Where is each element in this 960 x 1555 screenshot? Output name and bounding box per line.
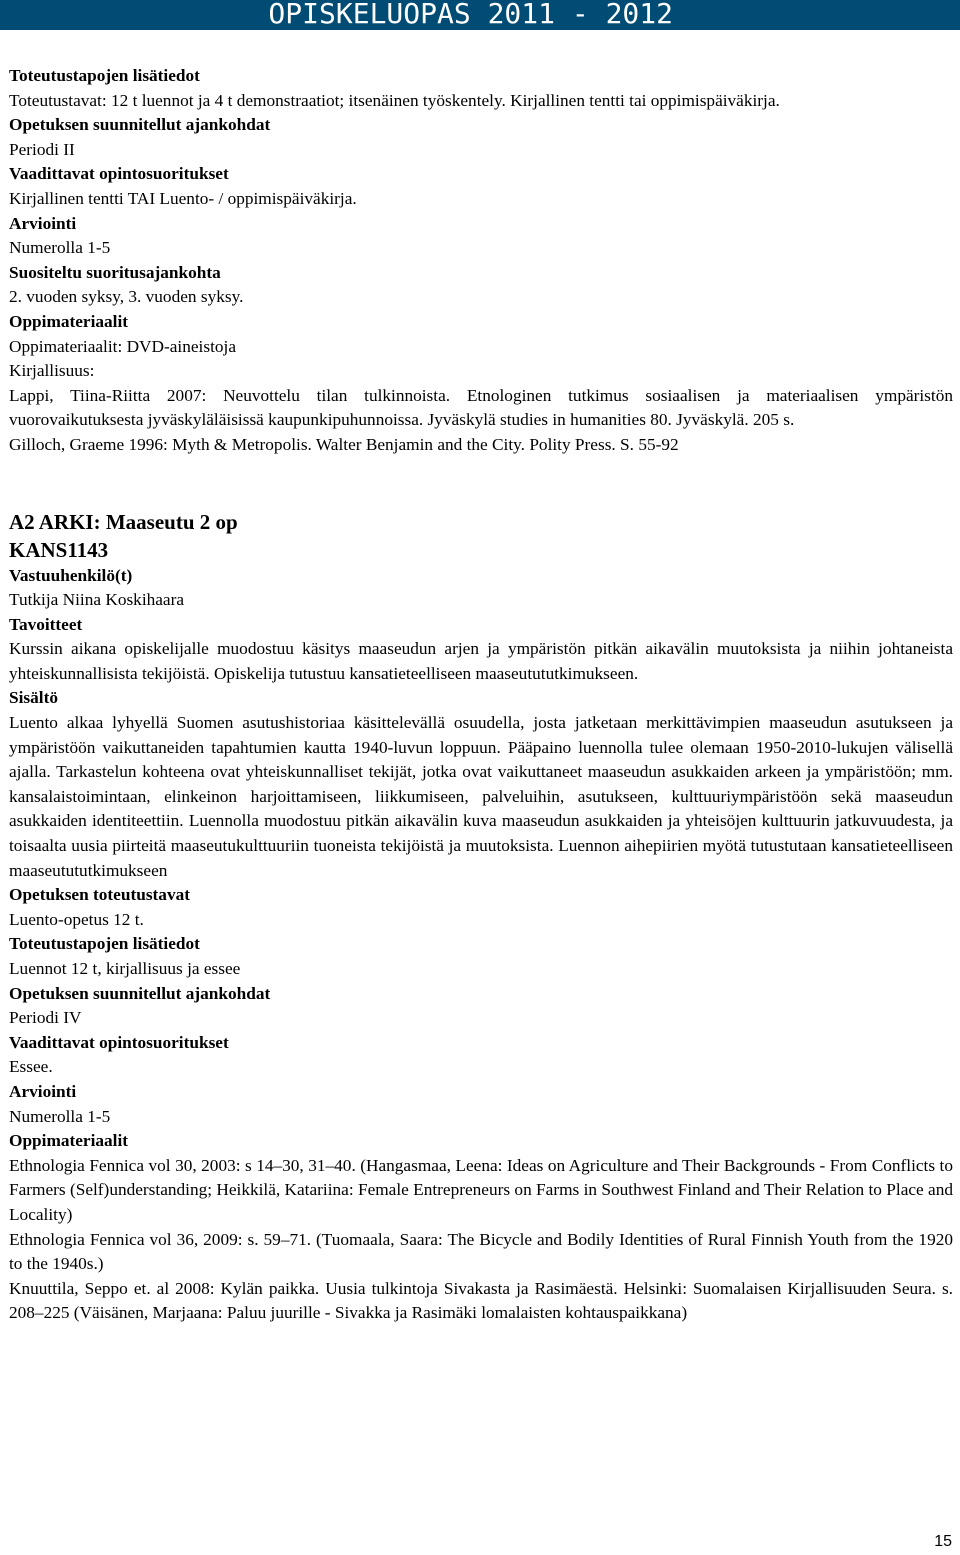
heading-oppimateriaalit: Oppimateriaalit <box>9 311 129 331</box>
text-materiaalit-gilloch: Gilloch, Graeme 1996: Myth & Metropolis. Walter Benjamin and the City. Polity Press. S. 55-92 <box>9 434 679 454</box>
heading-vaaditut: Vaadittavat opintosuoritukset <box>9 164 229 184</box>
heading-course-oppimateriaalit: Oppimateriaalit <box>9 1131 129 1151</box>
heading-toteutustapojen-lisatiedot: Toteutustapojen lisätiedot <box>9 66 200 85</box>
text-materiaalit-lappi: Lappi, Tiina-Riitta 2007: Neuvottelu tilan tulkinnoista. Etnologinen tutkimus sosiaalisen ja materiaalisen ympäristön vuorovaikutuksesta jyväskyläläisissä kaupunkipuhunnoissa. Jyväskylä studies in humanities 80. Jyväskylä. 205 s. <box>9 385 953 430</box>
text-course-arviointi: Numerolla 1-5 <box>9 1106 111 1126</box>
heading-suositeltu: Suositeltu suoritusajankohta <box>9 262 221 282</box>
text-suositeltu: 2. vuoden syksy, 3. vuoden syksy. <box>9 287 244 307</box>
text-sisalto: Luento alkaa lyhyellä Suomen asutushistoriaa käsittelevällä osuudella, josta jatketaan merkittävimpien maaseudun asutukseen ja ympäristöön vaikuttaneiden tapahtumien kautta 1940-luvun loppuun. Pääpaino luennolla tulee olemaan 1950-2010-lukujen välisellä ajalla. Tarkastelun kohteena ovat yhteiskunnalliset tekijät, jotka ovat vaikuttaneet maaseudun asukkaiden arkeen ja ympäristöön; mm. kansalaistoimintaan, elinkeinon harjoittamiseen, liikkumiseen, palveluihin, asutukseen, kulttuuriympäristöön sekä maaseudun asukkaiden identiteettiin. Luennolla muodostuu pitkän aikavälin kuva maaseudun asukkaiden ja yhteisöjen kulttuurin jatkuvuudesta, ja toisaalta uusia piirteitä maaseutukulttuuriin tuoneista tekijöistä ja muutoksista. Luennon aihepiirien myötä tutustutaan kansatieteelliseen maaseutututkimukseen <box>9 713 953 880</box>
text-vaaditut: Kirjallinen tentti TAI Luento- / oppimispäiväkirja. <box>9 188 357 208</box>
heading-ajankohdat: Opetuksen suunnitellut ajankohdat <box>9 115 271 135</box>
course-title: A2 ARKI: Maaseutu 2 op <box>9 509 238 534</box>
heading-sisalto: Sisältö <box>9 688 58 708</box>
heading-course-arviointi: Arviointi <box>9 1081 77 1101</box>
header-bar <box>0 0 960 30</box>
text-arviointi: Numerolla 1-5 <box>9 238 111 258</box>
text-toteutustapojen-lisatiedot: Toteutustavat: 12 t luennot ja 4 t demonstraatiot; itsenäinen työskentely. Kirjallinen tentti tai oppimispäiväkirja. <box>9 90 780 110</box>
text-materiaalit-dvd: Oppimateriaalit: DVD-aineistoja <box>9 336 236 356</box>
text-vastuuhenkilo: Tutkija Niina Koskihaara <box>9 590 185 610</box>
section-gap <box>9 458 953 508</box>
text-toteutustavat: Luento-opetus 12 t. <box>9 909 144 929</box>
text-course-materiaalit-knuuttila: Knuuttila, Seppo et. al 2008: Kylän paikka. Uusia tulkintoja Sivakasta ja Rasimäestä. Helsinki: Suomalaisen Kirjallisuuden Seura. s. 208–225 (Väisänen, Marjaana: Paluu juurille - Sivakka ja Rasimäki lomalaisten kohtauspaikkana) <box>9 1278 953 1323</box>
heading-vastuuhenkilo: Vastuuhenkilö(t) <box>9 565 133 585</box>
text-ajankohdat: Periodi II <box>9 139 75 159</box>
page-content <box>9 64 953 1326</box>
text-tavoitteet: Kurssin aikana opiskelijalle muodostuu käsitys maaseudun arjen ja ympäristön pitkän aikavälin muutoksista ja niihin johtaneista yhteiskunnallisista tekijöistä. Opiskelija tutustuu kansatieteelliseen maaseutututkimukseen. <box>9 639 953 683</box>
heading-course-ajankohdat: Opetuksen suunnitellut ajankohdat <box>9 983 271 1003</box>
text-course-materiaalit-fennica-36: Ethnologia Fennica vol 36, 2009: s. 59–71. (Tuomaala, Saara: The Bicycle and Bodily Identities of Rural Finnish Youth from the 1920 to the 1940s.) <box>9 1229 953 1274</box>
text-course-vaaditut: Essee. <box>9 1057 53 1077</box>
heading-tavoitteet: Tavoitteet <box>9 614 83 634</box>
course-code: KANS1143 <box>9 537 109 562</box>
text-course-materiaalit-fennica-30: Ethnologia Fennica vol 30, 2003: s 14–30, 31–40. (Hangasmaa, Leena: Ideas on Agriculture and Their Backgrounds - From Conflicts to Farmers (Self)understanding; Heikkilä, Katariina: Female Entrepreneurs on Farms in Southwest Finland and Their Relation to Place and Locality) <box>9 1155 953 1224</box>
heading-arviointi: Arviointi <box>9 213 77 233</box>
page-number: 15 <box>934 1533 952 1550</box>
text-course-toteutustapojen-lisatiedot: Luennot 12 t, kirjallisuus ja essee <box>9 959 241 978</box>
heading-toteutustavat: Opetuksen toteutustavat <box>9 885 190 905</box>
header-title: OPISKELUOPAS 2011 - 2012 <box>268 0 673 30</box>
text-materiaalit-kirjallisuus: Kirjallisuus: <box>9 361 95 381</box>
heading-course-vaaditut: Vaadittavat opintosuoritukset <box>9 1032 229 1052</box>
heading-course-toteutustapojen-lisatiedot: Toteutustapojen lisätiedot <box>9 934 200 954</box>
text-course-ajankohdat: Periodi IV <box>9 1008 82 1028</box>
